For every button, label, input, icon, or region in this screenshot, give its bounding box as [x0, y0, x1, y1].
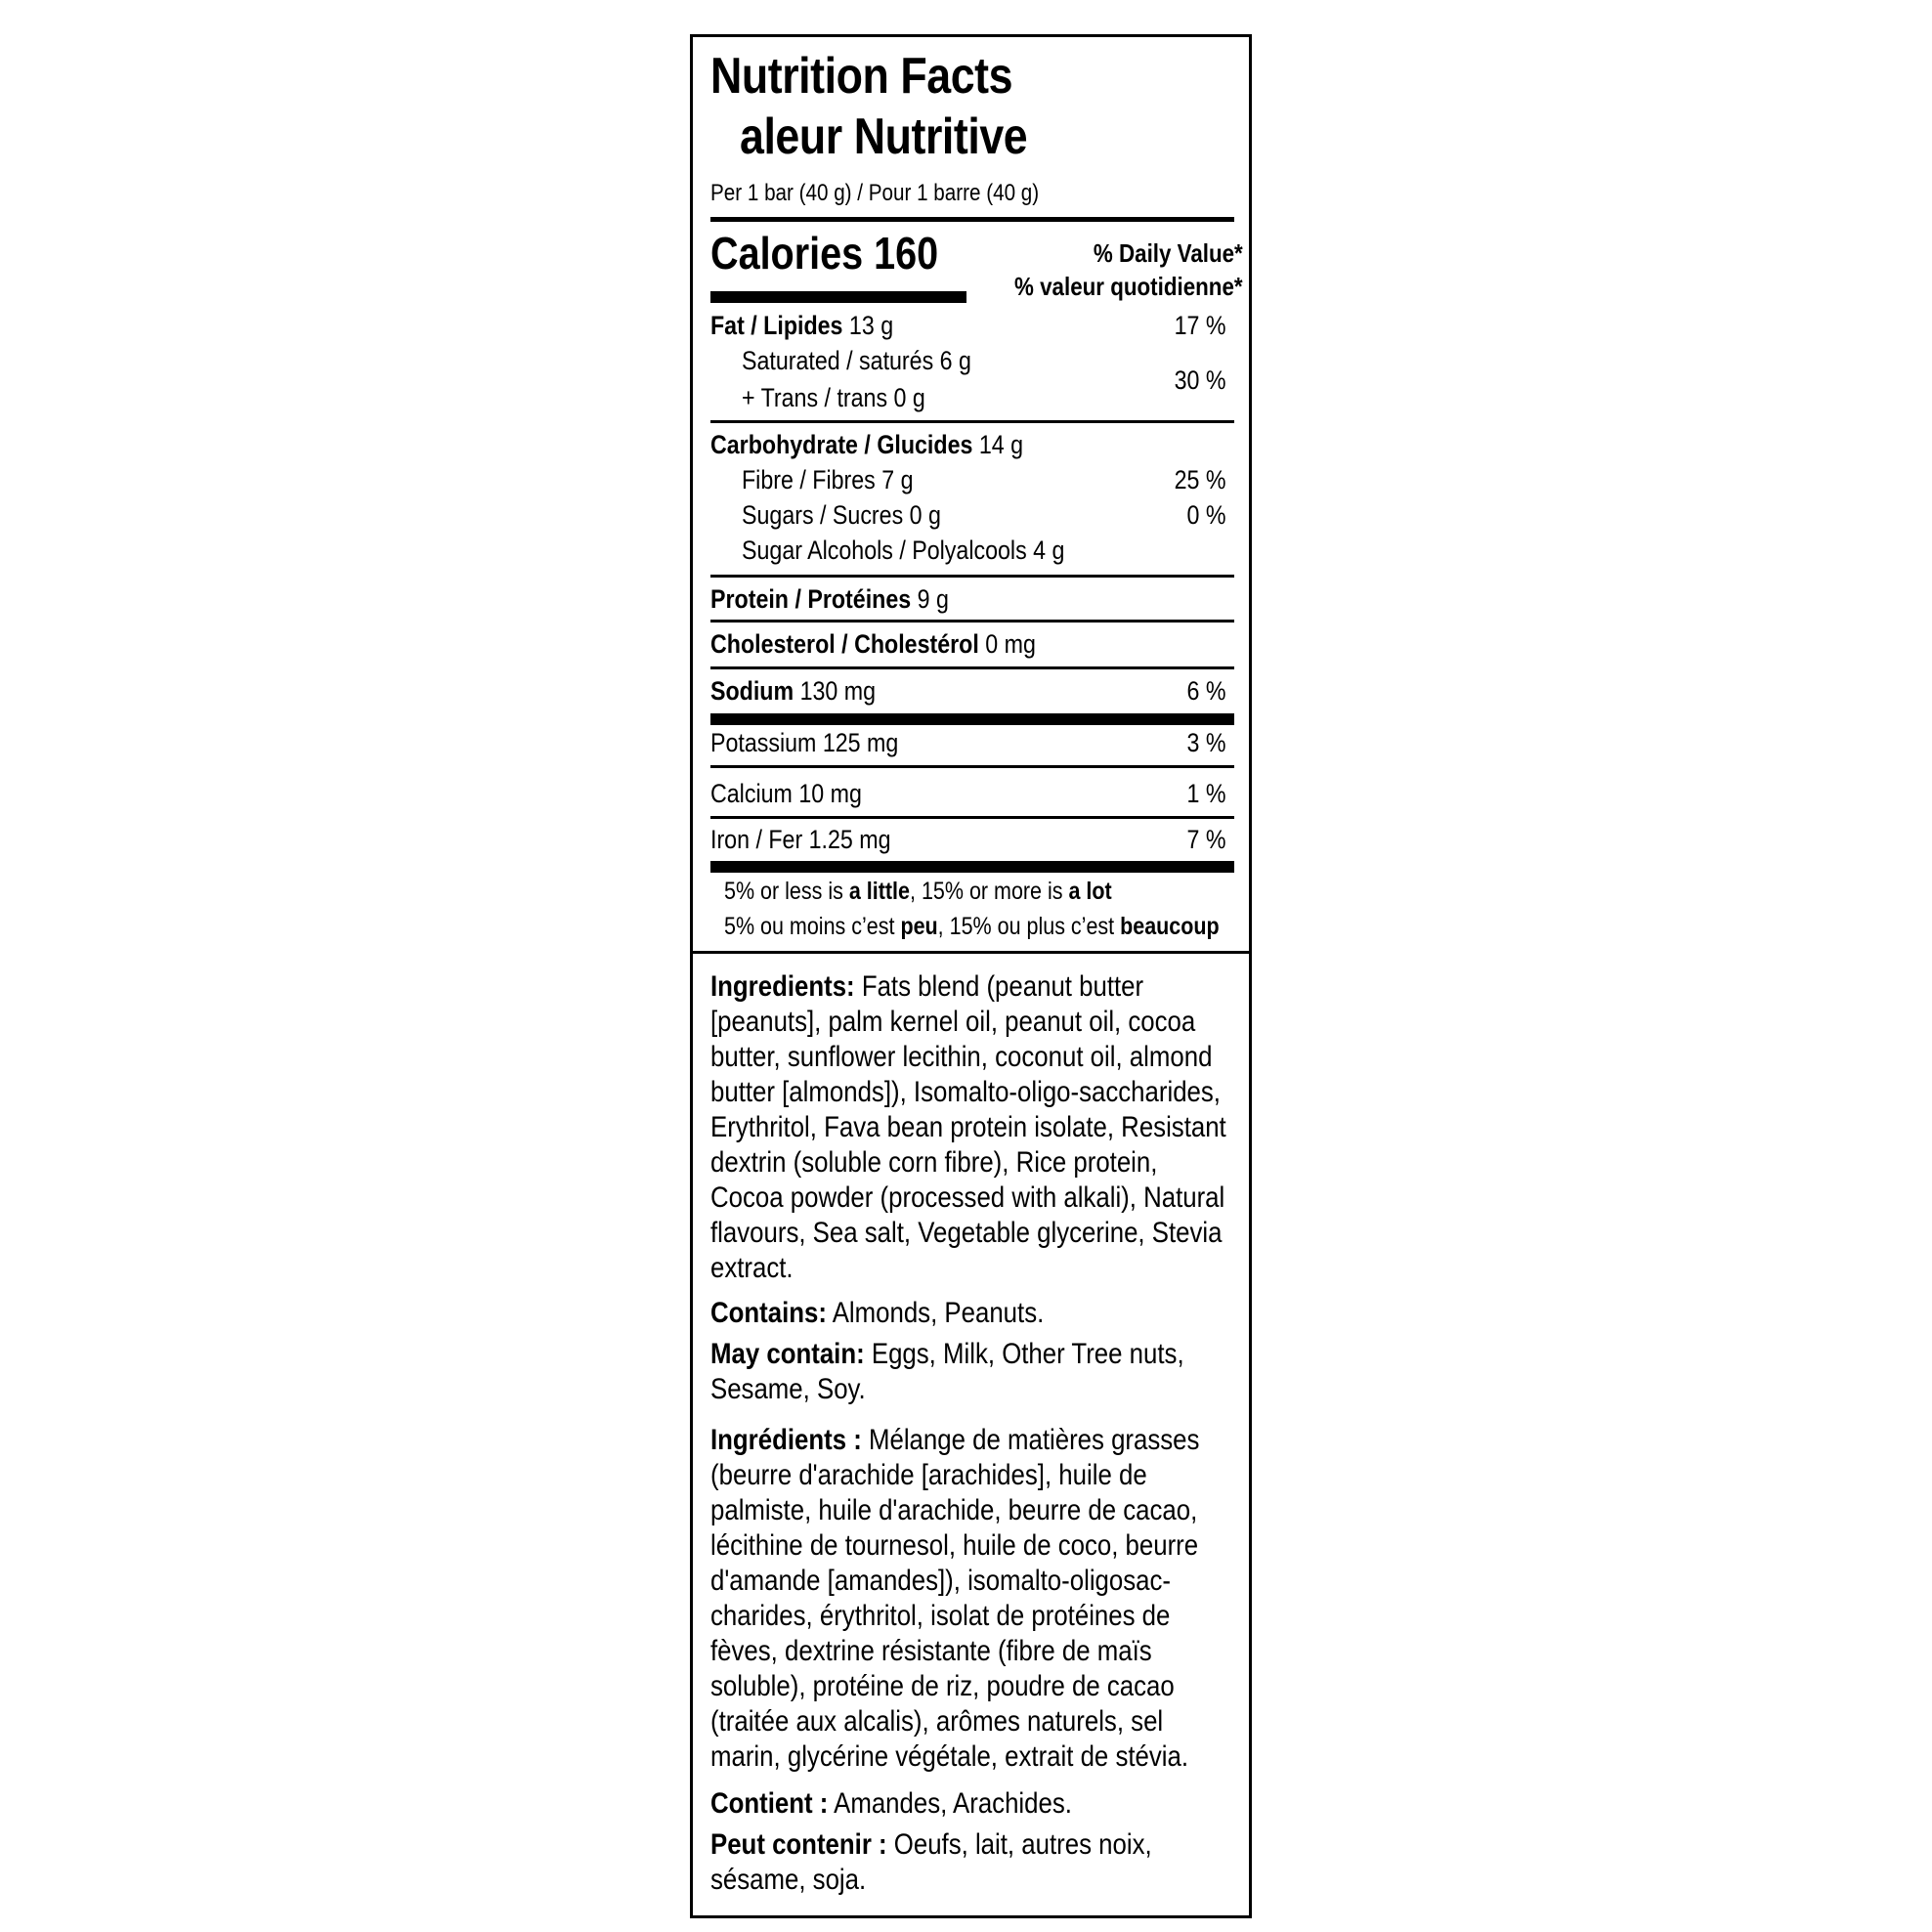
rule-thin [710, 816, 1234, 819]
title-fr: aleur Nutritive [740, 108, 1028, 165]
contient-fr-text: Amandes, Arachides. [828, 1787, 1072, 1820]
ingredients-en-text: Fats blend (peanut butter [peanuts], palm kernel oil, peanut oil, cocoa butter, sunflower lecithin, coconut oil, almond butter [almonds]), Isomalto-oligo-saccharides, Erythritol, Fava bean protein isolate, Resistant dextrin (soluble corn fibre), Rice protein, Cocoa powder (processed with alkali), Natural flavours, Sea salt, Vegetable glycerine, Stevia extract. [710, 970, 1226, 1284]
calcium-dv: 1 % [1186, 779, 1226, 808]
cholesterol-row [710, 627, 1234, 661]
sodium-label: Sodium [710, 676, 794, 706]
footnote-fr: 5% ou moins c’est peu, 15% ou plus c’est beaucoup [724, 913, 1220, 940]
trans-text: + Trans / trans 0 g [742, 383, 925, 412]
sodium-amount: 130 mg [794, 676, 877, 706]
calories: Calories 160 [710, 228, 939, 279]
protein-label: Protein / Protéines [710, 584, 912, 614]
may-contain-en [710, 1337, 1231, 1407]
sugar-alcohols-row [710, 534, 1234, 567]
ingredients-fr-label: Ingrédients : [710, 1424, 862, 1456]
sugars-text: Sugars / Sucres 0 g [742, 500, 941, 530]
sat-trans-dv: 30 % [1175, 365, 1226, 395]
calcium-text: Calcium 10 mg [710, 779, 862, 808]
peut-contenir-fr [710, 1827, 1231, 1898]
fat-dv: 17 % [1175, 311, 1226, 340]
ingredients-en-label: Ingredients: [710, 970, 855, 1003]
rule-thin [710, 666, 1234, 669]
carb-label: Carbohydrate / Glucides [710, 430, 973, 459]
iron-dv: 7 % [1186, 825, 1226, 854]
contains-en-label: Contains: [710, 1297, 827, 1329]
fibre-dv: 25 % [1175, 465, 1226, 494]
calories-bar [710, 291, 966, 303]
protein-amount: 9 g [911, 584, 949, 614]
daily-value-en: % Daily Value* [1094, 238, 1243, 268]
carb-row [710, 428, 1234, 461]
fat-label: Fat / Lipides [710, 311, 843, 340]
rule-thick [710, 861, 1234, 873]
potassium-text: Potassium 125 mg [710, 728, 899, 757]
contains-en-text: Almonds, Peanuts. [826, 1297, 1045, 1329]
sugar-alcohols-text: Sugar Alcohols / Polyalcools 4 g [742, 536, 1065, 565]
contains-en [710, 1296, 1231, 1331]
sodium-row [710, 674, 1234, 708]
may-contain-en-text: Eggs, Milk, Other Tree nuts, Sesame, Soy. [710, 1338, 1184, 1405]
daily-value-fr: % valeur quotidienne* [1014, 272, 1243, 301]
sugars-row [710, 498, 1234, 532]
contient-fr-label: Contient : [710, 1787, 829, 1820]
cholesterol-amount: 0 mg [978, 629, 1036, 659]
may-contain-en-label: May contain: [710, 1338, 865, 1370]
iron-text: Iron / Fer 1.25 mg [710, 825, 891, 854]
ingredients-en [710, 969, 1231, 1286]
trans-row [710, 381, 1234, 414]
saturated-text: Saturated / saturés 6 g [742, 346, 971, 375]
cholesterol-label: Cholesterol / Cholestérol [710, 629, 979, 659]
sugars-dv: 0 % [1186, 500, 1226, 530]
nutrition-label [690, 34, 1252, 1918]
calcium-row [710, 777, 1234, 810]
fibre-row [710, 463, 1234, 496]
title-en: Nutrition Facts [710, 48, 1013, 105]
fat-row [710, 309, 1234, 342]
iron-row [710, 823, 1234, 856]
section-divider [693, 951, 1249, 954]
rule-thin [710, 765, 1234, 768]
fibre-text: Fibre / Fibres 7 g [742, 465, 914, 494]
rule-thin [710, 620, 1234, 623]
fat-amount: 13 g [842, 311, 894, 340]
protein-row [710, 582, 1234, 616]
footnote-en: 5% or less is a little, 15% or more is a lot [724, 878, 1112, 905]
ingredients-fr [710, 1423, 1231, 1775]
ingredients-fr-text: Mélange de matières grasses (beurre d'arachide [arachides], huile de palmiste, huile d'arachide, beurre de cacao, lécithine de tournesol, huile de coco, beurre d'amande [amandes]), isomalto-oligosac-charides, érythritol, isolat de protéines de fèves, dextrine résistante (fibre de maïs soluble), protéine de riz, poudre de cacao (traitée aux alcalis), arômes naturels, sel marin, glycérine végétale, extrait de stévia. [710, 1424, 1200, 1773]
carb-amount: 14 g [972, 430, 1024, 459]
rule-thin [710, 575, 1234, 578]
contient-fr [710, 1786, 1231, 1822]
peut-contenir-fr-label: Peut contenir : [710, 1828, 887, 1861]
serving-size: Per 1 bar (40 g) / Pour 1 barre (40 g) [710, 180, 1040, 206]
potassium-dv: 3 % [1186, 728, 1226, 757]
potassium-row [710, 726, 1234, 759]
rule-thick [710, 217, 1234, 222]
rule-thin [710, 420, 1234, 423]
rule-thick [710, 713, 1234, 725]
sodium-dv: 6 % [1186, 676, 1226, 706]
peut-contenir-fr-text: Oeufs, lait, autres noix, sésame, soja. [710, 1828, 1152, 1896]
